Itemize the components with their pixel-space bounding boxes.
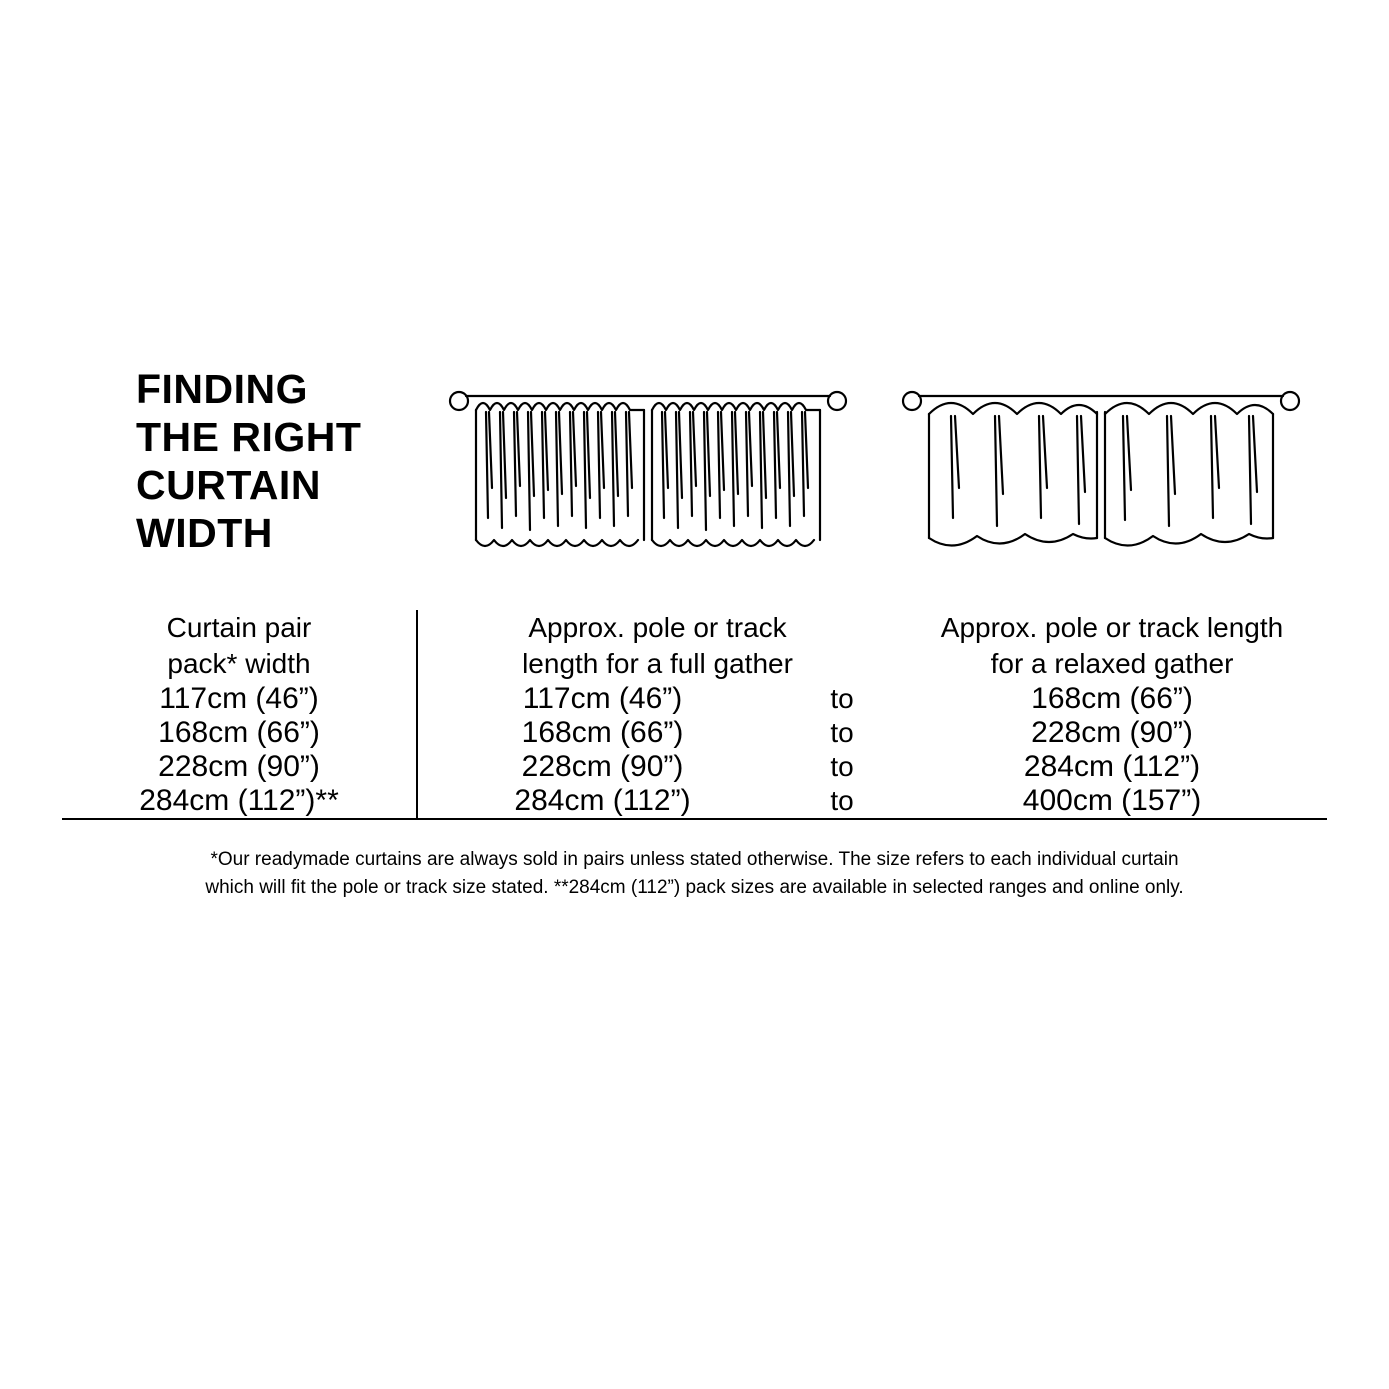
relaxed-gather-curtain-illustration bbox=[901, 368, 1301, 578]
cell-to: to bbox=[830, 750, 854, 782]
cell-relaxed-gather: 228cm (90”) bbox=[1031, 715, 1193, 749]
table-header-row bbox=[62, 610, 1327, 682]
cell-pack-width: 228cm (90”) bbox=[62, 750, 417, 784]
table-row bbox=[62, 716, 1327, 750]
cell-pack-width: 168cm (66”) bbox=[62, 716, 417, 750]
cell-full-gather: 168cm (66”) bbox=[521, 715, 684, 749]
page-title bbox=[62, 360, 422, 558]
page-title-line-3: CURTAIN bbox=[136, 461, 321, 508]
illustration-group bbox=[422, 360, 1327, 578]
table-row bbox=[62, 784, 1327, 819]
full-gather-curtain-illustration bbox=[448, 368, 848, 578]
cell-relaxed-gather: 400cm (157”) bbox=[897, 784, 1327, 819]
cell-full-gather: 284cm (112”) bbox=[417, 784, 787, 819]
cell-full-gather: 117cm (46”) bbox=[522, 681, 683, 715]
page-title-line-2: THE RIGHT bbox=[136, 413, 362, 460]
cell-pack-width: 284cm (112”)** bbox=[62, 784, 417, 819]
header-pack-width-line-2: pack* width bbox=[167, 647, 311, 679]
header-full-gather bbox=[417, 610, 897, 682]
cell-pack-width: 117cm (46”) bbox=[62, 682, 417, 716]
table-row bbox=[62, 750, 1327, 784]
cell-to: to bbox=[830, 716, 854, 748]
header-full-gather-line-2: length for a full gather bbox=[522, 647, 793, 679]
header-relaxed-gather-line-1: Approx. pole or track length bbox=[940, 612, 1284, 643]
table-row bbox=[62, 682, 1327, 716]
cell-relaxed-gather: 168cm (66”) bbox=[1031, 681, 1193, 715]
footnote-line-2: which will fit the pole or track size stated. **284cm (112”) pack sizes are available in selected ranges and online only. bbox=[205, 877, 1184, 899]
page-title-line-1: FINDING bbox=[136, 366, 309, 412]
curtain-width-table bbox=[62, 610, 1327, 820]
header-relaxed-gather-line-2: for a relaxed gather bbox=[990, 647, 1234, 679]
cell-to: to bbox=[787, 784, 897, 819]
header-pack-width-line-1: Curtain pair bbox=[166, 612, 312, 643]
cell-relaxed-gather: 284cm (112”) bbox=[1023, 749, 1201, 783]
cell-to: to bbox=[830, 682, 854, 714]
footnote bbox=[62, 846, 1327, 903]
header-pack-width bbox=[62, 610, 417, 682]
header-band bbox=[62, 360, 1327, 610]
guide-content bbox=[62, 360, 1327, 903]
page-title-line-4: WIDTH bbox=[136, 509, 273, 556]
header-relaxed-gather bbox=[897, 610, 1327, 682]
cell-full-gather: 228cm (90”) bbox=[521, 749, 684, 783]
footnote-line-1: *Our readymade curtains are always sold in pairs unless stated otherwise. The size refers to each individual curtain bbox=[210, 848, 1179, 870]
header-full-gather-line-1: Approx. pole or track bbox=[528, 612, 787, 643]
